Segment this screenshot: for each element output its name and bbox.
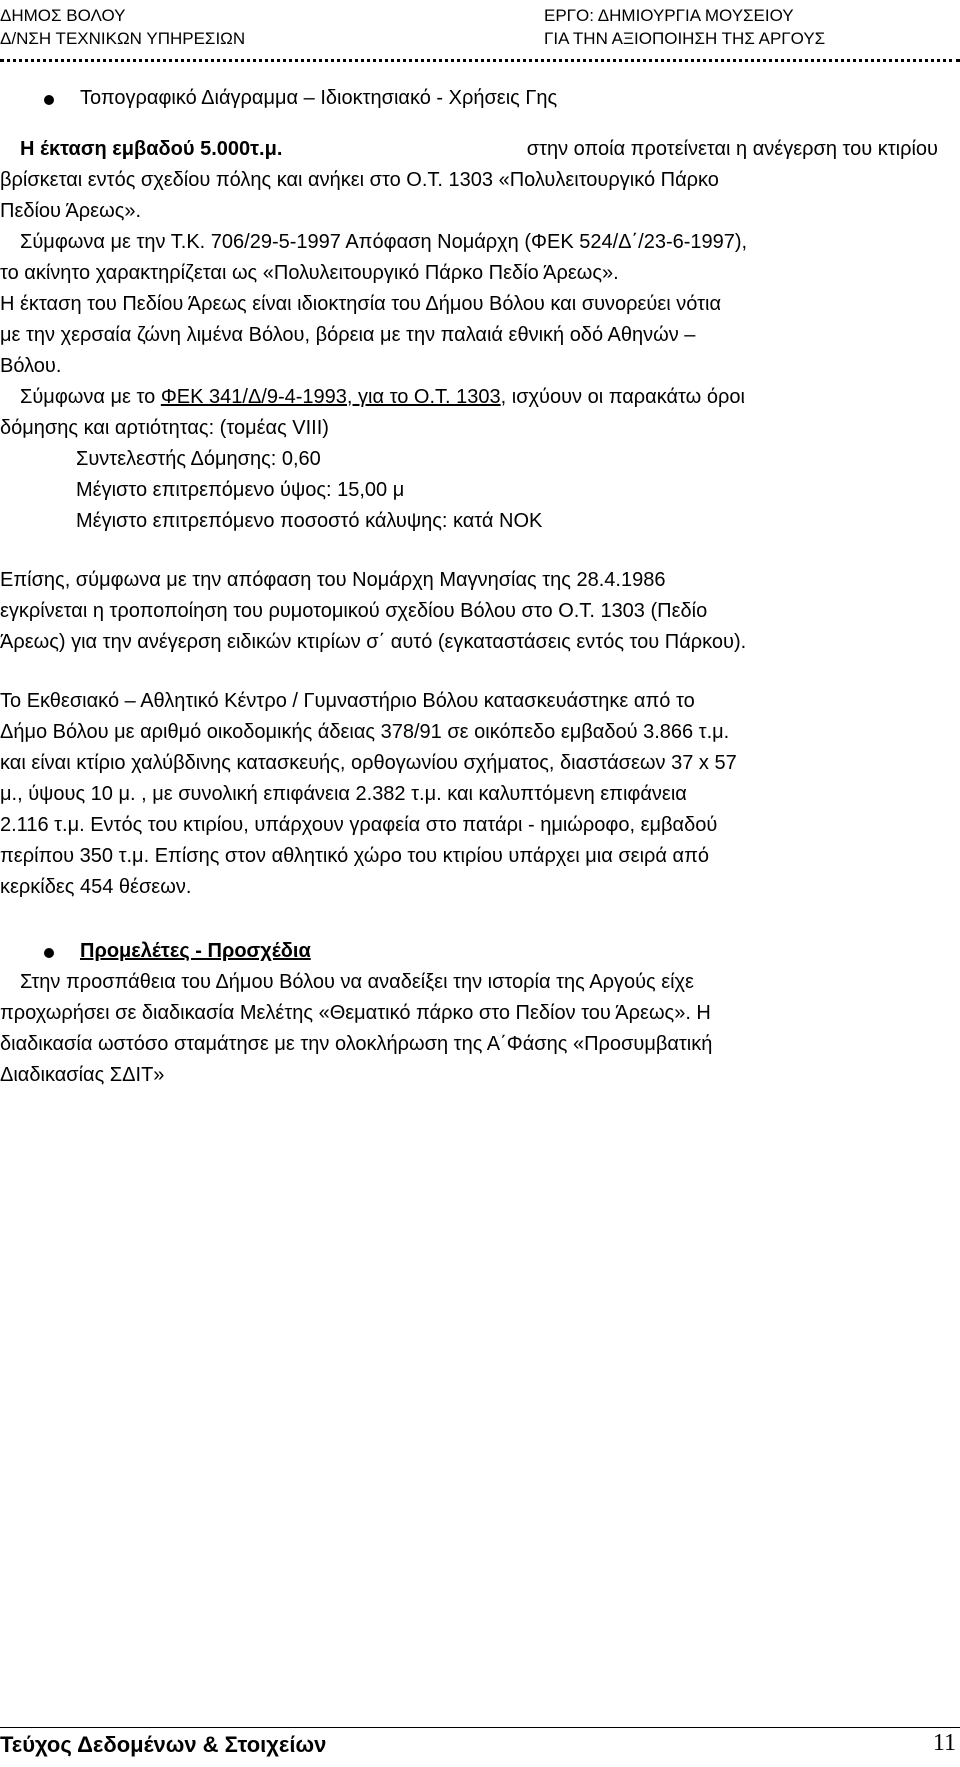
paragraph-line: Επίσης, σύμφωνα με την απόφαση του Νομάρχη Μαγνησίας της 28.4.1986 <box>0 569 666 591</box>
area-text: στην οποία προτείνεται η ανέγερση του κτιρίου <box>526 138 938 160</box>
header-left <box>0 4 245 50</box>
paragraph-line <box>20 382 960 412</box>
header-project: ΕΡΓΟ: ΔΗΜΙΟΥΡΓΙΑ ΜΟΥΣΕΙΟΥ <box>544 6 794 25</box>
building-term: Μέγιστο επιτρεπόμενο ποσοστό κάλυψης: κατά ΝΟΚ <box>76 510 543 532</box>
paragraph-line: εγκρίνεται η τροποποίηση του ρυμοτομικού σχεδίου Βόλου στο Ο.Τ. 1303 (Πεδίο <box>0 600 708 622</box>
paragraph-line <box>20 134 938 164</box>
paragraph-line: μ., ύψους 10 μ. , με συνολική επιφάνεια 2.382 τ.μ. και καλυπτόμενη επιφάνεια <box>0 783 687 805</box>
paragraph-line: Το Εκθεσιακό – Αθλητικό Κέντρο / Γυμναστήριο Βόλου κατασκευάστηκε από το <box>0 690 695 712</box>
paragraph-line: περίπου 350 τ.μ. Επίσης στον αθλητικό χώρο του κτιρίου υπάρχει μια σειρά από <box>0 845 710 867</box>
paragraph-line: 2.116 τ.μ. Εντός του κτιρίου, υπάρχουν γραφεία στο πατάρι - ημιώροφο, εμβαδού <box>0 814 718 836</box>
paragraph-line: Βόλου. <box>0 355 62 377</box>
section-heading-preliminary-studies: Προμελέτες - Προσχέδια <box>80 940 311 962</box>
footer-rule <box>0 1727 960 1728</box>
fek-reference: ΦΕΚ 341/Δ/9-4-1993, για το Ο.Τ. 1303 <box>160 386 501 408</box>
header-dotted-separator <box>0 53 960 62</box>
footer-title: Τεύχος Δεδομένων & Στοιχείων <box>0 1732 327 1757</box>
paragraph-line: Πεδίου Άρεως». <box>0 200 142 222</box>
paragraph-line: με την χερσαία ζώνη λιμένα Βόλου, βόρεια με την παλαιά εθνική οδό Αθηνών – <box>0 324 696 346</box>
building-term: Μέγιστο επιτρεπόμενο ύψος: 15,00 μ <box>76 479 405 501</box>
area-emphasis: Η έκταση εμβαδού 5.000τ.μ. <box>20 138 283 160</box>
paragraph-line: Διαδικασίας ΣΔΙΤ» <box>0 1064 165 1086</box>
fek-prefix: Σύμφωνα με το <box>20 386 161 408</box>
paragraph-line: δόμησης και αρτιότητας: (τομέας VIII) <box>0 417 329 439</box>
header-project-subtitle: ΓΙΑ ΤΗΝ ΑΞΙΟΠΟΙΗΣΗ ΤΗΣ ΑΡΓΟΥΣ <box>544 29 826 48</box>
header-municipality: ΔΗΜΟΣ ΒΟΛΟΥ <box>0 6 126 25</box>
paragraph-line: Σύμφωνα με την Τ.Κ. 706/29-5-1997 Απόφαση Νομάρχη (ΦΕΚ 524/Δ΄/23-6-1997), <box>20 231 748 253</box>
paragraph-line: το ακίνητο χαρακτηρίζεται ως «Πολυλειτουργικό Πάρκο Πεδίο Άρεως». <box>0 262 619 284</box>
bullet-icon <box>44 948 54 958</box>
bullet-icon <box>44 95 54 105</box>
paragraph-line: Η έκταση του Πεδίου Άρεως είναι ιδιοκτησία του Δήμου Βόλου και συνορεύει νότια <box>0 293 722 315</box>
paragraph-line: και είναι κτίριο χαλύβδινης κατασκευής, ορθογωνίου σχήματος, διαστάσεων 37 x 57 <box>0 752 737 774</box>
paragraph-line: Στην προσπάθεια του Δήμου Βόλου να αναδείξει την ιστορία της Αργούς είχε <box>20 971 694 993</box>
paragraph-line: Άρεως) για την ανέγερση ειδικών κτιρίων σ΄ αυτό (εγκαταστάσεις εντός του Πάρκου). <box>0 631 747 653</box>
section-heading-land-use: Τοπογραφικό Διάγραμμα – Ιδιοκτησιακό - Χρήσεις Γης <box>80 87 558 109</box>
paragraph-line: Δήμο Βόλου με αριθμό οικοδομικής άδειας 378/91 σε οικόπεδο εμβαδού 3.866 τ.μ. <box>0 721 730 743</box>
fek-rest: , ισχύουν οι παρακάτω όροι <box>500 386 745 408</box>
page-number: 11 <box>932 1730 956 1756</box>
header-right <box>544 4 825 50</box>
building-term: Συντελεστής Δόμησης: 0,60 <box>76 448 321 470</box>
paragraph-line: προχωρήσει σε διαδικασία Μελέτης «Θεματικό πάρκο στο Πεδίον του Άρεως». Η <box>0 1002 711 1024</box>
paragraph-line: κερκίδες 454 θέσεων. <box>0 876 192 898</box>
paragraph-line: διαδικασία ωστόσο σταμάτησε με την ολοκλήρωση της Α΄Φάσης «Προσυμβατική <box>0 1033 713 1055</box>
paragraph-line: βρίσκεται εντός σχεδίου πόλης και ανήκει στο Ο.Τ. 1303 «Πολυλειτουργικό Πάρκο <box>0 169 719 191</box>
header-department: Δ/ΝΣΗ ΤΕΧΝΙΚΩΝ ΥΠΗΡΕΣΙΩΝ <box>0 29 246 48</box>
